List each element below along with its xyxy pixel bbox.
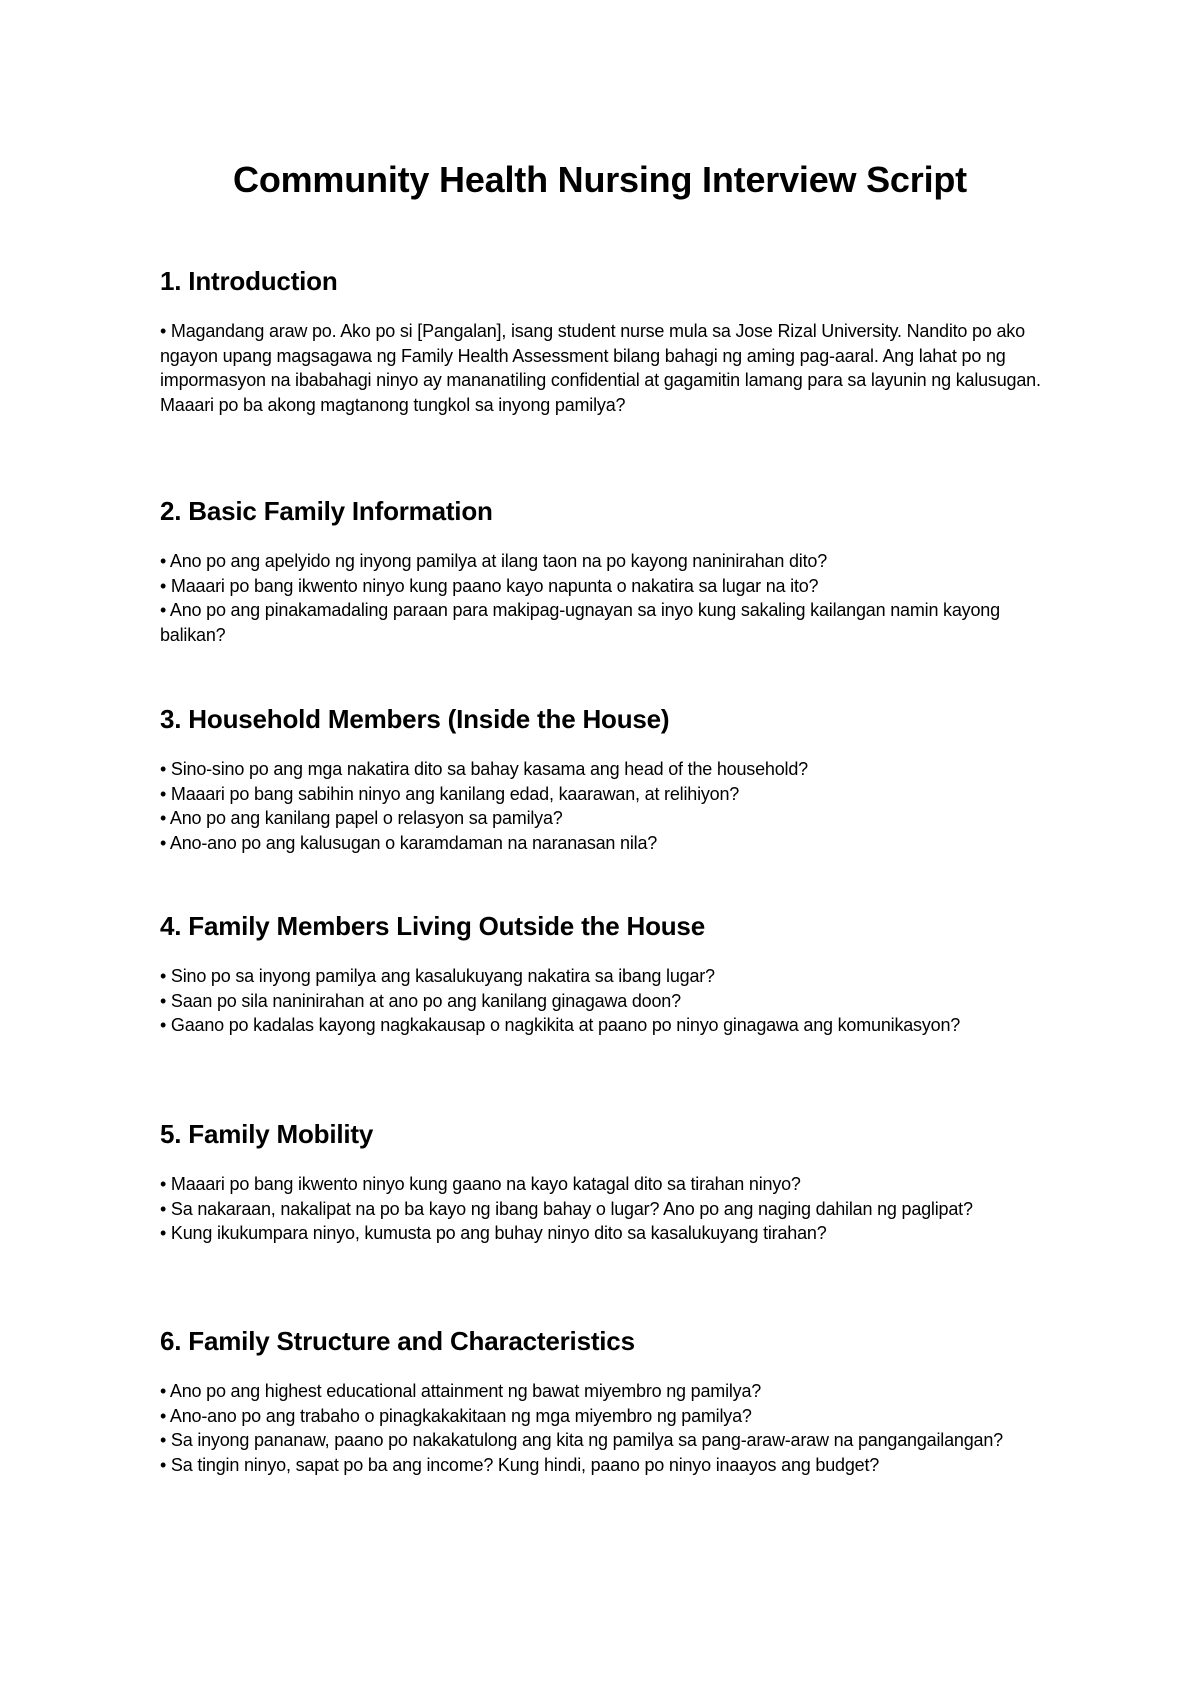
bullet-item: • Ano po ang kanilang papel o relasyon sa pamilya? [160, 808, 563, 828]
bullet-item: • Ano po ang pinakamadaling paraan para makipag-ugnayan sa inyo kung sakaling kailangan namin kayong balikan? [160, 600, 1000, 645]
section-heading: 4. Family Members Living Outside the House [160, 911, 705, 941]
bullet-item: • Maaari po bang ikwento ninyo kung gaano na kayo katagal dito sa tirahan ninyo? [160, 1174, 801, 1194]
paragraph: • Magandang araw po. Ako po si [Pangalan], isang student nurse mula sa Jose Rizal University. Nandito po ako ngayon upang magsagawa ng Family Health Assessment bilang bahagi ng aming pag-aaral. Ang lahat po ng impormasyon na ibabahagi ninyo ay mananatiling confidential at gagamitin lamang para sa layunin ng kalusugan. Maaari po ba akong magtanong tungkol sa inyong pamilya? [160, 321, 1041, 415]
bullet-item: • Ano-ano po ang kalusugan o karamdaman na naranasan nila? [160, 832, 658, 853]
section-body [160, 757, 1060, 855]
section-heading: 3. Household Members (Inside the House) [160, 704, 670, 734]
section-body [160, 964, 1060, 1038]
bullet-item: • Ano-ano po ang trabaho o pinagkakakitaan ng mga miyembro ng pamilya? [160, 1405, 752, 1426]
section-body [160, 1379, 1060, 1477]
bullet-item: • Maaari po bang sabihin ninyo ang kanilang edad, kaarawan, at relihiyon? [160, 783, 740, 804]
section-family-members-outside [160, 909, 1060, 1038]
document-title: Community Health Nursing Interview Script [233, 159, 967, 200]
bullet-item: • Ano po ang highest educational attainment ng bawat miyembro ng pamilya? [160, 1381, 762, 1401]
bullet-item: • Sino po sa inyong pamilya ang kasalukuyang nakatira sa ibang lugar? [160, 966, 715, 986]
section-body [160, 319, 1060, 417]
section-heading: 6. Family Structure and Characteristics [160, 1326, 635, 1356]
bullet-item: • Sa tingin ninyo, sapat po ba ang income? Kung hindi, paano po ninyo inaayos ang budget? [160, 1454, 880, 1475]
bullet-item: • Sa nakaraan, nakalipat na po ba kayo ng ibang bahay o lugar? Ano po ang naging dahilan ng paglipat? [160, 1198, 973, 1219]
section-heading: 2. Basic Family Information [160, 496, 493, 526]
section-heading: 1. Introduction [160, 266, 338, 296]
bullet-item: • Kung ikukumpara ninyo, kumusta po ang buhay ninyo dito sa kasalukuyang tirahan? [160, 1223, 827, 1243]
bullet-item: • Saan po sila naninirahan at ano po ang kanilang ginagawa doon? [160, 990, 681, 1011]
section-heading: 5. Family Mobility [160, 1119, 374, 1149]
bullet-item: • Ano po ang apelyido ng inyong pamilya at ilang taon na po kayong naninirahan dito? [160, 551, 828, 571]
bullet-item: • Gaano po kadalas kayong nagkakausap o nagkikita at paano po ninyo ginagawa ang komunikasyon? [160, 1015, 961, 1035]
section-family-mobility [160, 1117, 1060, 1246]
section-body [160, 549, 1060, 647]
bullet-item: • Sino-sino po ang mga nakatira dito sa bahay kasama ang head of the household? [160, 759, 808, 779]
bullet-item: • Maaari po bang ikwento ninyo kung paano kayo napunta o nakatira sa lugar na ito? [160, 575, 819, 596]
section-household-members [160, 702, 1060, 855]
section-body [160, 1172, 1060, 1246]
section-basic-family-information [160, 494, 1060, 647]
section-family-structure [160, 1324, 1060, 1477]
section-introduction [160, 264, 1060, 417]
bullet-item: • Sa inyong pananaw, paano po nakakatulong ang kita ng pamilya sa pang-araw-araw na pangangailangan? [160, 1430, 1003, 1450]
